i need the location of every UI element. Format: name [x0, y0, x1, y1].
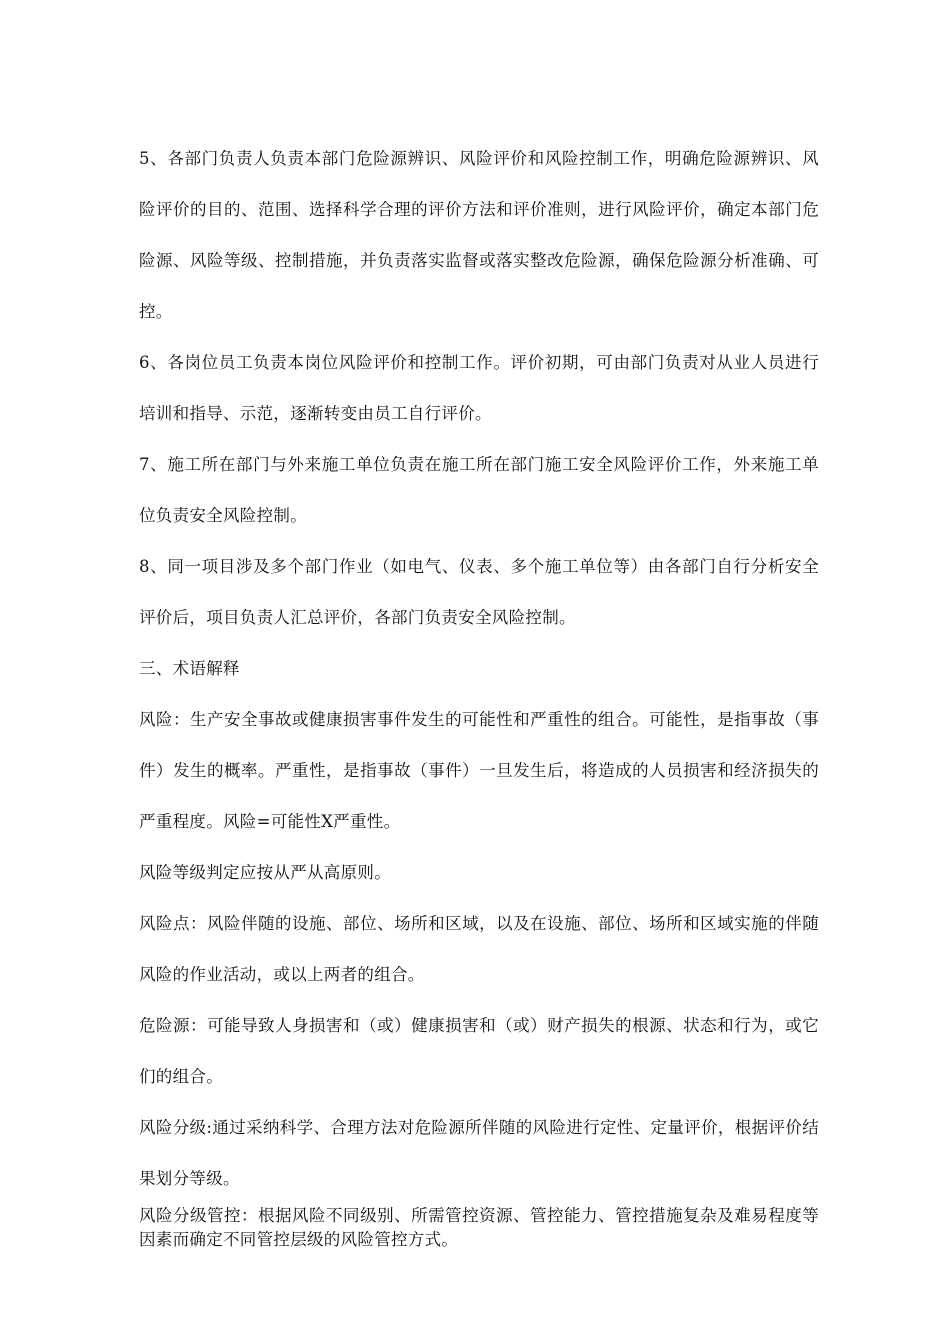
paragraph-responsibility-7: 7、施工所在部门与外来施工单位负责在施工所在部门施工安全风险评价工作，外来施工单位负责安全风险控制。 — [139, 455, 819, 525]
document-page — [139, 133, 819, 1252]
paragraph-term-risk-grading: 风险分级:通过采纳科学、合理方法对危险源所伴随的风险进行定性、定量评价，根据评价结果划分等级。 — [139, 1118, 819, 1188]
paragraph-term-risk-level-principle: 风险等级判定应按从严从高原则。 — [139, 863, 391, 882]
paragraph-term-risk-point: 风险点：风险伴随的设施、部位、场所和区域，以及在设施、部位、场所和区域实施的伴随风险的作业活动，或以上两者的组合。 — [139, 914, 819, 984]
paragraph-term-risk: 风险：生产安全事故或健康损害事件发生的可能性和严重性的组合。可能性，是指事故（事件）发生的概率。严重性，是指事故（事件）一旦发生后，将造成的人员损害和经济损失的严重程度。风险=可能性X严重性。 — [139, 710, 819, 831]
paragraph-responsibility-5: 5、各部门负责人负责本部门危险源辨识、风险评价和风险控制工作，明确危险源辨识、风险评价的目的、范围、选择科学合理的评价方法和评价准则，进行风险评价，确定本部门危险源、风险等级、控制措施，并负责落实监督或落实整改危险源，确保危险源分析准确、可控。 — [139, 149, 819, 321]
paragraph-responsibility-8: 8、同一项目涉及多个部门作业（如电气、仪表、多个施工单位等）由各部门自行分析安全评价后，项目负责人汇总评价，各部门负责安全风险控制。 — [139, 557, 819, 627]
paragraph-responsibility-6: 6、各岗位员工负责本岗位风险评价和控制工作。评价初期，可由部门负责对从业人员进行培训和指导、示范，逐渐转变由员工自行评价。 — [139, 353, 819, 423]
section-heading-terms: 三、术语解释 — [139, 659, 240, 678]
paragraph-term-risk-grading-control: 风险分级管控：根据风险不同级别、所需管控资源、管控能力、管控措施复杂及难易程度等因素而确定不同管控层级的风险管控方式。 — [139, 1206, 819, 1249]
paragraph-term-hazard: 危险源：可能导致人身损害和（或）健康损害和（或）财产损失的根源、状态和行为，或它们的组合。 — [139, 1016, 819, 1086]
